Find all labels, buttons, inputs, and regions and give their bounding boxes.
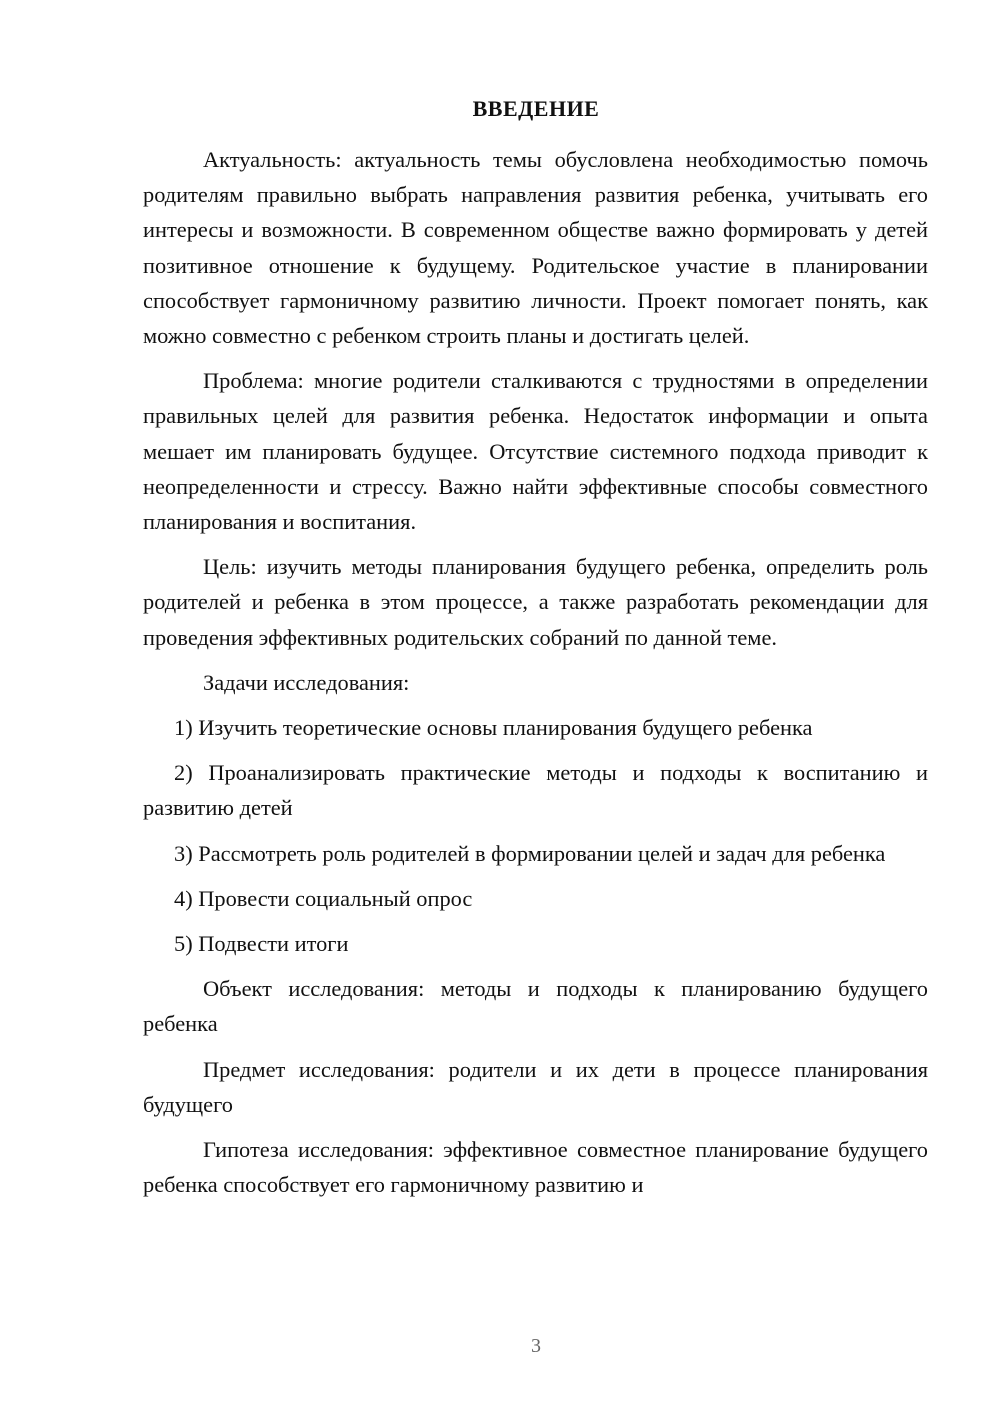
section-title: ВВЕДЕНИЕ [472,96,600,121]
paragraph-hypothesis: Гипотеза исследования: эффективное совместное планирование будущего ребенка способствует его гармоничному развитию и [143,1137,928,1198]
task-item-5: 5) Подвести итоги [174,931,349,957]
paragraph-relevance: Актуальность: актуальность темы обусловлена необходимостью помочь родителям правильно выбрать направления развития ребенка, учитывать его интересы и возможности. В современном обществе важно формировать у детей позитивное отношение к будущему. Родительское участие в планировании способствует гармоничному развитию личности. Проект помогает понять, как можно совместно с ребенком строить планы и достигать целей. [143,147,928,349]
paragraph-problem: Проблема: многие родители сталкиваются с трудностями в определении правильных целей для развития ребенка. Недостаток информации и опыта мешает им планировать будущее. Отсутствие системного подхода приводит к неопределенности и стрессу. Важно найти эффективные способы совместного планирования и воспитания. [143,368,928,535]
paragraph-subject: Предмет исследования: родители и их дети в процессе планирования будущего [143,1056,928,1117]
paragraph-object: Объект исследования: методы и подходы к планированию будущего ребенка [143,976,928,1037]
task-item-1: 1) Изучить теоретические основы планирования будущего ребенка [174,715,813,741]
body-text [143,142,928,1202]
paragraph-goal: Цель: изучить методы планирования будущего ребенка, определить роль родителей и ребенка в этом процессе, а также разработать рекомендации для проведения эффективных родительских собраний по данной теме. [143,554,928,650]
page-number: 3 [531,1335,541,1357]
task-item-4: 4) Провести социальный опрос [174,885,473,911]
task-item-2: 2) Проанализировать практические методы и подходы к воспитанию и развитию детей [143,760,928,821]
paragraph-tasks-heading: Задачи исследования: [203,669,410,695]
task-item-3: 3) Рассмотреть роль родителей в формировании целей и задач для ребенка [174,840,886,866]
